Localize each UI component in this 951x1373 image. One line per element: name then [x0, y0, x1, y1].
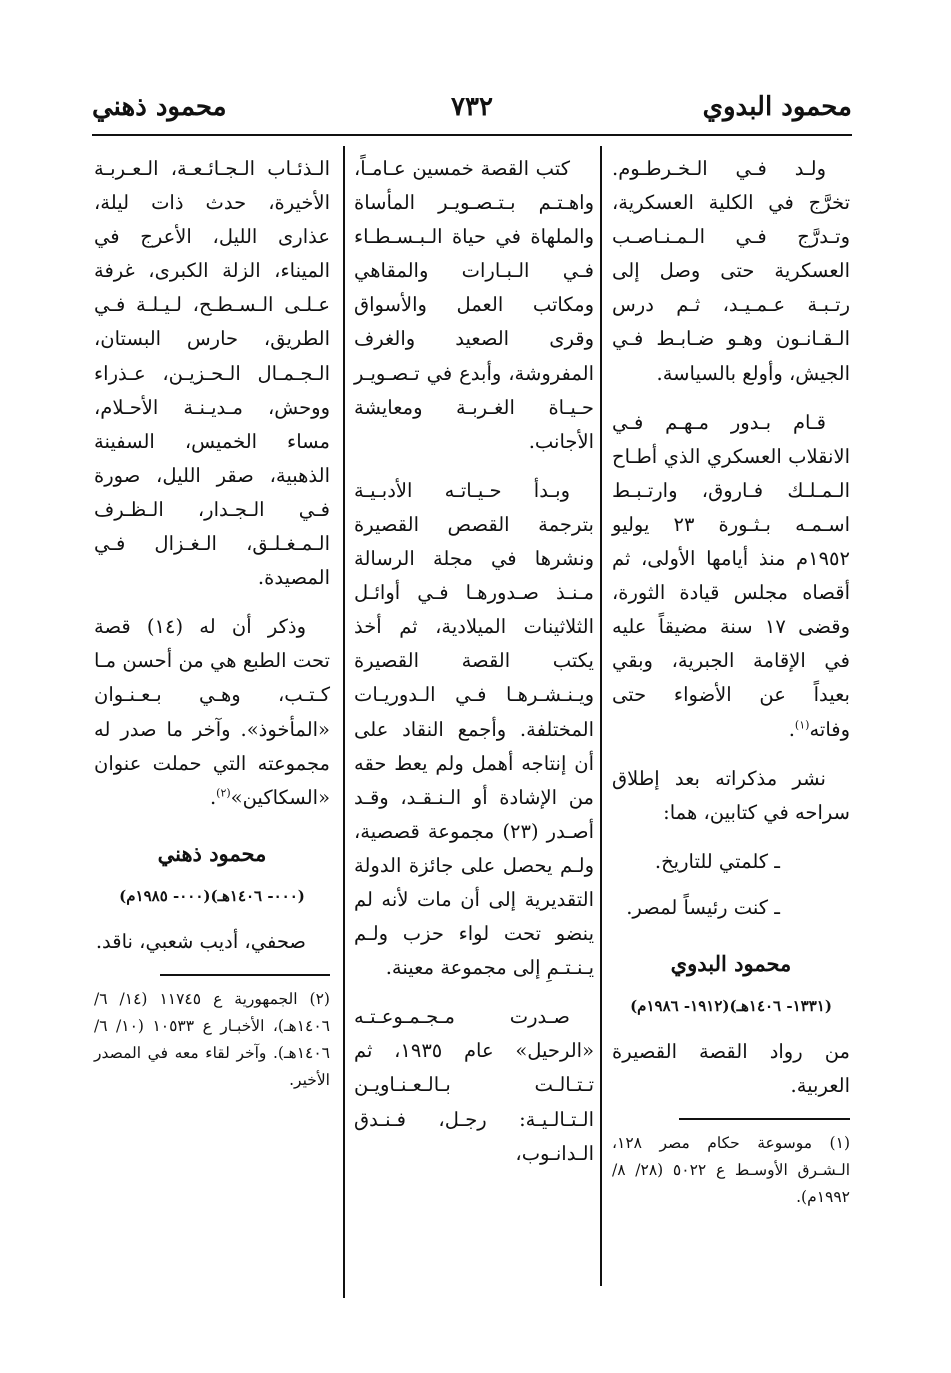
entry-title: محمود البدوي [670, 950, 792, 976]
footnote-rule [160, 974, 330, 976]
paragraph-end: . [788, 717, 795, 741]
column-left [94, 152, 330, 1094]
entry-title: محمود ذهني [157, 840, 267, 866]
running-title-left: محمود ذهني [92, 92, 227, 122]
footnote: (٢) الجمهورية ع ١١٧٤٥ (١٤/ ٦/ ١٤٠٦هـ)، الأخبـار ع ١٠٥٣٣ (١٠/ ٦/ ١٤٠٦هـ). وآخر لقاء معه في المصدر الأخير. [94, 990, 330, 1090]
footnote: (١) موسوعة حكام مصر ١٢٨، الـشـرق الأوسـط ع ٥٠٢٢ (٢٨/ ٨/ ١٩٩٢م). [612, 1134, 850, 1207]
paragraph-text: قـام بـدور مـهـم فـي الانقلاب العسكري الذي أطـاح الـمـلـك فـاروق، وارتـبـط اسـمـه بـثـورة ٢٣ يوليو ١٩٥٢م منذ أيامها الأولى، ثم أقصاه مجلس قيادة الثورة، وقضى ١٧ سنة مضيقاً عليه في الإقامة الجبرية، وبقي بعيداً عن الأضواء حتى وفاته [612, 410, 850, 741]
column-right [612, 152, 850, 1211]
paragraph: نشر مذكراته بعد إطلاق سراحه في كتابين، هما: [612, 766, 850, 824]
paragraph: ولـد فـي الـخـرطـوم. تخرَّج في الكلية العسكرية، وتـدرَّج فـي الـمـنـاصـب العسكرية حتى وصل إلى رتـبـة عـمـيـد، ثـم درس الـقـانـون وهـو ضـابـط فـي الجيش، وأولع بالسياسة. [612, 157, 850, 385]
footnote-ref: (٢) [216, 786, 231, 800]
paragraph: كتب القصة خمسين عـامـاً، واهـتـم بـتـصـويـر المأساة والملهاة في حياة الـبـسـطـاء فـي الـبـارات والمقاهي ومكاتب العمل والأسواق وقرى الصعيد والغرف المفروشة، وأبدع في تـصـويـر حـيـاة الغـربـة ومعايشة الأجانب. [354, 157, 594, 453]
paragraph: صحفي، أديب شعبي، ناقد. [95, 929, 306, 953]
paragraph [612, 406, 850, 747]
paragraph: وبـدأ حـيـاتـه الأدبـيـة بترجمة القصص القصيرة ونشرها في مجلة الرسالة مـنـذ صـدورهـا فـي أوائـل الثلاثينات الميلادية، ثم أخذ يكتب القصة القصيرة ويـنـشـرهـا فـي الـدوريـات المختلفة. وأجمع النقاد على أن إنتاجه أهمل ولم يعط حقه من الإشادة أو الـنـقـد، وقـد أصـدر (٢٣) مجموعة قصصية، ولـم يحصل على جائزة الدولة التقديرية إلى أن مات لأنه لم ينضو تحت لواء حزب ولـم يـنـتـمِ إلى مجموعة معينة. [354, 478, 594, 980]
paragraph: صـدرت مـجـمـوعـتـه «الرحيل» عام ١٩٣٥، ثم تـتـالـت بـالـعـنـاويـن الـتـالـيـة: رجـل، فـنـدق الـدانـوب، [354, 1005, 594, 1165]
paragraph [94, 610, 330, 815]
column-divider [343, 146, 345, 1298]
paragraph: من رواد القصة القصيرة العربية. [612, 1040, 850, 1098]
paragraph-end: . [209, 785, 217, 809]
column-middle [354, 152, 594, 1186]
running-header [92, 88, 852, 132]
running-title-right: محمود البدوي [702, 92, 852, 122]
entry-dates: (٠٠٠- ١٤٠٦هـ)(٠٠٠- ١٩٨٥م) [119, 886, 305, 905]
entry-dates: (١٣٣١- ١٤٠٦هـ)(١٩١٢- ١٩٨٦م) [630, 997, 832, 1016]
list-item: ـ كنت رئيساً لمصر. [626, 895, 780, 919]
list-item: ـ كلمتي للتاريخ. [654, 849, 780, 873]
footnote-rule [679, 1118, 850, 1120]
header-rule [92, 134, 852, 136]
paragraph: الـذئـاب الـجـائـعـة، الـعـربـة الأخيرة، حدث ذات ليلة، عذارى الليل، الأعرج في الميناء، الزلة الكبرى، غرفة عـلـى الـسـطـح، لـيـلـة فـي الطريق، حارس البستان، الـجـمـال الـحـزيـن، عـذراء ووحش، مـديـنـة الأحـلام، مساء الخميس، السفينة الذهبية، صقر الليل، صورة فـي الـجـدار، الـظـرف الـمـغـلـق، الـغـزال فـي المصيدة. [94, 157, 330, 590]
page-number: ٧٣٢ [451, 92, 493, 122]
paragraph-text: وذكر أن له (١٤) قصة تحت الطبع هي من أحسن مـا كـتـب، وهـي بـعـنـوان «المأخوذ». وآخر ما صدر له مجموعته التي حملت عنوان «السكاكين» [94, 615, 330, 809]
footnote-ref: (١) [794, 718, 810, 731]
column-divider [600, 146, 602, 1286]
